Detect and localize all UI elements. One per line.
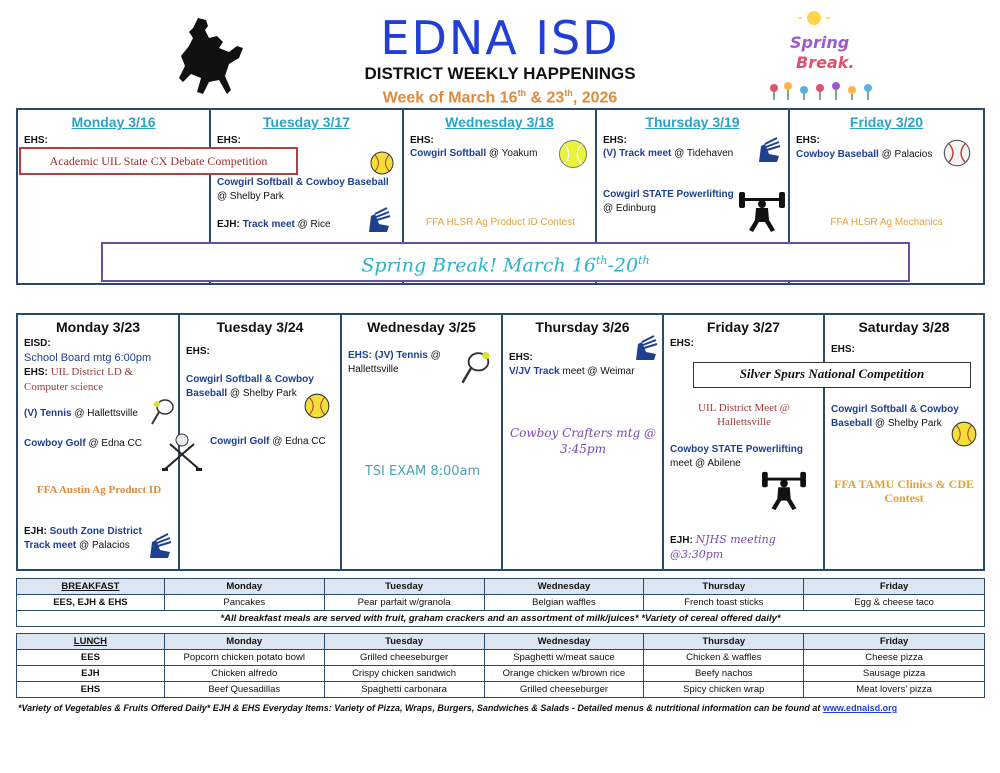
tennis-icon — [460, 350, 492, 386]
baseball-icon — [942, 138, 972, 168]
week2-col-monday — [18, 315, 180, 569]
softball-icon — [369, 150, 395, 176]
silver-spurs-banner: Silver Spurs National Competition — [693, 362, 971, 388]
spring-break-art — [760, 8, 890, 102]
day-header: Saturday 3/28 — [858, 319, 950, 335]
table-header-row — [17, 634, 985, 650]
table-cell: Pancakes — [164, 595, 324, 611]
table-cell: Beefy nachos — [644, 666, 804, 682]
ehs-label: EHS: — [186, 346, 210, 357]
day-header: Thursday 3/26 — [535, 319, 630, 335]
table-row — [17, 611, 985, 627]
column-header: Monday — [164, 579, 324, 595]
table-cell: Pear parfait w/granola — [324, 595, 484, 611]
column-header: Monday — [164, 634, 324, 650]
event: Cowboy Baseball @ Palacios — [796, 149, 933, 160]
table-cell: Orange chicken w/brown rice — [484, 666, 644, 682]
njhs-meeting: EJH: NJHS meeting @3:30pm — [670, 533, 776, 561]
event-location: @ Shelby Park — [217, 191, 284, 202]
table-row — [17, 650, 985, 666]
ehs-label: EHS: — [670, 338, 694, 349]
ffa-event: FFA HLSR Ag Product ID Contest — [426, 217, 575, 228]
week2-col-friday — [664, 315, 825, 569]
ehs-label: EHS: — [831, 344, 855, 355]
menu-footnote: *Variety of Vegetables & Fruits Offered Daily* EJH & EHS Everyday Items: Variety of Pizza, Wraps, Burgers, Sandwiches & Salads - Detailed menus & nutritional information can be found at www.ednaisd.org — [18, 703, 898, 713]
day-header: Tuesday 3/17 — [263, 114, 350, 130]
event: Cowboy Golf @ Edna CC — [24, 438, 142, 449]
table-cell: EHS — [17, 682, 165, 698]
page-title: EDNA ISD — [380, 11, 620, 65]
event-location: meet @ Abilene — [670, 458, 741, 469]
softball-icon — [303, 392, 331, 420]
spring-art-text-1: Spring — [790, 33, 850, 52]
day-header: Monday 3/23 — [55, 319, 141, 335]
column-header: Friday — [804, 579, 985, 595]
tsi-exam: TSI EXAM 8:00am — [364, 464, 481, 479]
table-cell: Meat lovers' pizza — [804, 682, 985, 698]
lunch-table — [16, 633, 985, 698]
table-cell: EES, EJH & EHS — [17, 595, 165, 611]
ehs-label: EHS: — [217, 135, 241, 146]
event: (V) Tennis @ Hallettsville — [24, 408, 138, 419]
column-header: Thursday — [644, 634, 804, 650]
table-header-row — [17, 579, 985, 595]
table-row — [17, 666, 985, 682]
column-header: Wednesday — [484, 634, 644, 650]
event: V/JV Track meet @ Weimar — [509, 366, 635, 377]
table-cell: EES — [17, 650, 165, 666]
debate-banner: Academic UIL State CX Debate Competition — [19, 147, 298, 175]
softball-icon — [950, 420, 978, 448]
page-subtitle: DISTRICT WEEKLY HAPPENINGS — [364, 64, 636, 83]
ffa-event: FFA TAMU Clinics & CDE Contest — [834, 477, 974, 505]
column-header: Wednesday — [484, 579, 644, 595]
week2-col-tuesday — [180, 315, 342, 569]
ffa-event: FFA HLSR Ag Mechanics — [830, 217, 943, 228]
day-header: Tuesday 3/24 — [216, 319, 304, 335]
event: Cowboy STATE Powerlifting — [670, 444, 803, 455]
column-header: BREAKFAST — [17, 579, 165, 595]
column-header: Tuesday — [324, 634, 484, 650]
ejh-event: EJH: Track meet @ Rice — [217, 219, 331, 230]
day-header: Friday 3/20 — [849, 114, 924, 130]
day-header: Friday 3/27 — [706, 319, 781, 335]
breakfast-note: *All breakfast meals are served with fruit, graham crackers and an assortment of milk/juices* *Variety of cereal offered daily* — [17, 611, 985, 627]
event: School Board mtg 6:00pm — [24, 352, 152, 364]
table-cell: Spaghetti carbonara — [324, 682, 484, 698]
golf-icon — [160, 432, 204, 472]
table-cell: Sausage pizza — [804, 666, 985, 682]
crafters-meeting: Cowboy Crafters mtg @ 3:45pm — [509, 426, 657, 456]
event: Cowgirl Softball @ Yoakum — [410, 148, 538, 159]
spring-art-text-2: Break. — [796, 53, 855, 72]
table-cell: Grilled cheeseburger — [324, 650, 484, 666]
event: Cowgirl Golf @ Edna CC — [210, 436, 326, 447]
table-cell: Belgian waffles — [484, 595, 644, 611]
ffa-event: FFA Austin Ag Product ID — [36, 484, 162, 496]
softball-icon — [557, 138, 589, 170]
table-cell: Spaghetti w/meat sauce — [484, 650, 644, 666]
event: (V) Track meet @ Tidehaven — [603, 148, 734, 159]
website-link[interactable]: www.ednaisd.org — [822, 703, 898, 713]
ejh-event: EJH: South Zone District Track meet @ Palacios — [24, 526, 142, 551]
ehs-label: EHS: — [509, 352, 533, 363]
breakfast-table — [16, 578, 985, 627]
table-row — [17, 595, 985, 611]
event: EHS: UIL District LD & Computer science — [24, 366, 134, 393]
ehs-label: EHS: — [603, 135, 627, 146]
spring-break-banner: Spring Break! March 16th-20th — [101, 242, 910, 282]
table-cell: Crispy chicken sandwich — [324, 666, 484, 682]
table-cell: Popcorn chicken potato bowl — [164, 650, 324, 666]
table-cell: Egg & cheese taco — [804, 595, 985, 611]
week-of: Week of March 16th & 23th, 2026 — [382, 88, 618, 107]
ehs-label: EHS: — [24, 135, 48, 146]
track-winged-shoe-icon — [365, 206, 393, 238]
column-header: Tuesday — [324, 579, 484, 595]
track-winged-shoe-icon — [755, 136, 783, 168]
event: Cowgirl Softball & Cowboy Baseball — [217, 177, 389, 188]
day-header: Monday 3/16 — [71, 114, 156, 130]
eisd-label: EISD: — [24, 338, 51, 349]
table-cell: Beef Quesadillas — [164, 682, 324, 698]
powerlifting-icon — [752, 470, 816, 514]
table-cell: Cheese pizza — [804, 650, 985, 666]
track-winged-shoe-icon — [146, 532, 174, 564]
event: EHS: (JV) Tennis @ Hallettsville — [348, 350, 441, 375]
track-winged-shoe-icon — [632, 334, 660, 366]
ehs-label: EHS: — [410, 135, 434, 146]
day-header: Wednesday 3/18 — [445, 114, 554, 130]
tennis-icon — [150, 398, 176, 426]
table-cell: Chicken alfredo — [164, 666, 324, 682]
table-row — [17, 682, 985, 698]
table-cell: Spicy chicken wrap — [644, 682, 804, 698]
powerlifting-icon — [737, 190, 787, 236]
day-header: Wednesday 3/25 — [367, 319, 476, 335]
table-cell: French toast sticks — [644, 595, 804, 611]
day-header: Thursday 3/19 — [645, 114, 740, 130]
event-location: @ Edinburg — [603, 203, 656, 214]
table-cell: Grilled cheeseburger — [484, 682, 644, 698]
event: Cowgirl Softball & Cowboy Baseball @ Shelby Park — [831, 404, 959, 429]
table-cell: EJH — [17, 666, 165, 682]
column-header: LUNCH — [17, 634, 165, 650]
uil-meet: UIL District Meet @ Hallettsville — [698, 402, 790, 428]
ehs-label: EHS: — [796, 135, 820, 146]
column-header: Thursday — [644, 579, 804, 595]
event: Cowgirl Softball & Cowboy Baseball @ Shelby Park — [186, 374, 314, 399]
table-cell: Chicken & waffles — [644, 650, 804, 666]
event: Cowgirl STATE Powerlifting — [603, 189, 734, 200]
column-header: Friday — [804, 634, 985, 650]
